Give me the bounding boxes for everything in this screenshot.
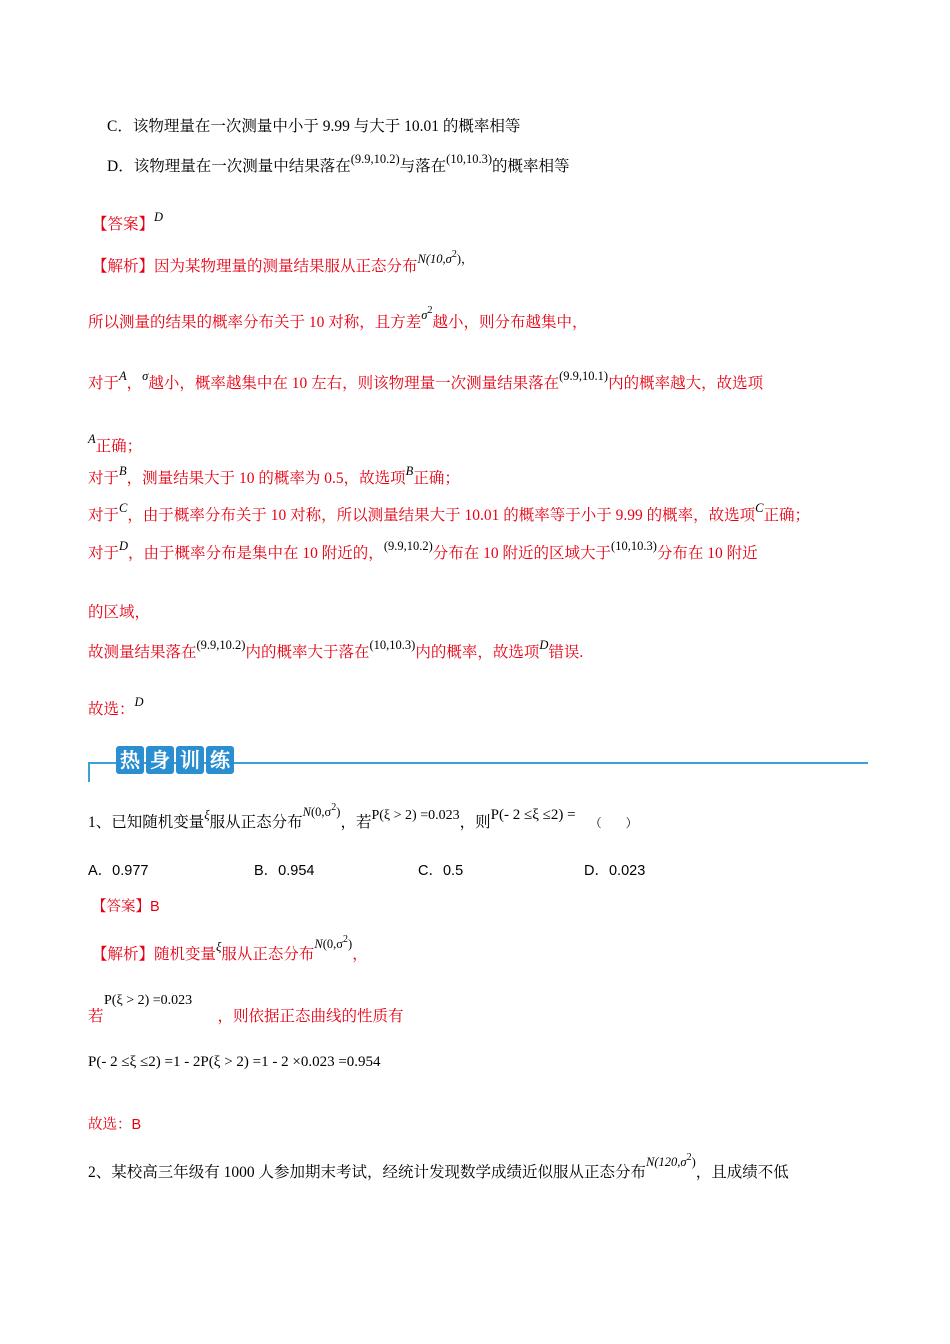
analysis-text: 对于 [88,507,120,524]
var-a: A [88,432,96,446]
analysis-line-5 [88,464,460,490]
banner-title [116,746,234,774]
analysis-line-9 [88,638,584,664]
math: )， [456,252,474,266]
answer-label: 【答案】 [92,216,155,233]
q1-text: 1、已知随机变量 [88,814,205,831]
math: (0,σ [310,805,332,819]
q1-condition: P(ξ > 2) =0.023 [371,808,460,823]
analysis-text: 分布在 10 附近的区域大于 [432,545,612,562]
analysis-text: ，由于概率分布关于 10 对称，所以测量结果大于 10.01 的概率等于小于 9.99 的概率，故选项 [127,507,756,524]
q1-dist [302,802,341,819]
option-d [107,152,570,178]
var-b: B [119,464,127,478]
option-d-text: 的概率相等 [492,158,570,175]
superscript: 2 [686,1152,692,1163]
banner-line-left [88,762,113,764]
section-banner [88,744,868,784]
interval: (9.9,10.2) [196,638,246,652]
xi: ξ [216,940,222,954]
analysis-line-6 [88,501,810,527]
banner-char: 身 [146,746,174,774]
choose-line [88,695,144,721]
analysis-text: 错误. [548,644,584,661]
analysis-text: 对于 [88,470,120,487]
q1-option-d: D．0.023 [584,863,646,879]
interval: (9.9,10.2) [383,539,433,553]
answer-line [92,210,164,236]
var-d: D [119,539,129,553]
math: ) [691,1155,696,1169]
q1-analysis-2 [88,1006,404,1028]
answer-value: D [154,210,164,224]
interval: (10,10.3) [446,152,492,166]
banner-char: 热 [116,746,144,774]
analysis-text: ， [352,946,368,963]
banner-char: 训 [176,746,204,774]
choose-value: D [134,695,144,709]
var-a: A [119,369,127,383]
superscript: 2 [343,934,349,945]
analysis-text: ，则依据正态曲线的性质有 [217,1008,404,1025]
q1-paren: （ ） [589,816,638,830]
analysis-text: 分布在 10 附近 [656,545,758,562]
superscript: 2 [451,249,457,260]
q1-option-c: C．0.5 [418,863,464,879]
interval: (9.9,10.2) [350,152,400,166]
banner-line-vertical [88,762,90,782]
option-d-text: 与落在 [399,158,447,175]
q1-text: 服从正态分布 [209,814,303,831]
analysis-text: 对于 [88,545,120,562]
banner-char: 练 [206,746,234,774]
analysis-label: 【解析】 [92,258,155,275]
analysis-text: 所以测量的结果的概率分布关于 10 对称，且方差 [88,314,422,331]
superscript: 2 [427,305,433,316]
math: ) [348,937,353,951]
q1-analysis-1 [92,934,368,968]
sigma: σ [421,308,428,322]
math: N(120,σ [646,1155,687,1169]
interval: (10,10.3) [611,539,657,553]
var-b: B [405,464,414,478]
analysis-text: 若 [88,1008,104,1025]
normal-dist [417,249,474,266]
q2-stem [88,1152,789,1186]
var-c: C [119,501,128,515]
math: (0,σ [322,937,344,951]
math: N [302,805,311,819]
analysis-text: 随机变量 [154,946,217,963]
q2-text: ，且成绩不低 [695,1164,789,1181]
q1-choose: 故选：B [88,1117,142,1133]
analysis-line-8: 的区域， [88,604,151,621]
analysis-text: ，由于概率分布是集中在 10 附近的， [128,545,384,562]
analysis-text: 正确； [413,470,460,487]
q1-calculation: P(- 2 ≤ξ ≤2) =1 - 2P(ξ > 2) =1 - 2 ×0.023 =0.954 [88,1054,381,1070]
xi: ξ [204,808,210,822]
analysis-line-3 [88,369,764,395]
option-d-text: D．该物理量在一次测量中结果落在 [107,158,351,175]
var-c: C [755,501,764,515]
analysis-label: 【解析】 [92,946,155,963]
analysis-text: 内的概率，故选项 [415,644,540,661]
q1-options [88,860,868,882]
analysis-line-4 [88,432,143,458]
q2-text: 2、某校高三年级有 1000 人参加期末考试，经统计发现数学成绩近似服从正态分布 [88,1164,647,1181]
q1-ask: P(- 2 ≤ξ ≤2) = [490,807,576,823]
q1-dist [314,934,353,951]
q2-dist [646,1152,696,1169]
analysis-text: 正确； [95,438,143,455]
analysis-text: ， [126,375,143,392]
math: N [314,937,323,951]
analysis-line-7 [88,539,758,565]
sigma: σ [142,369,149,383]
q1-answer: 【答案】B [92,899,160,915]
analysis-text: 越小，概率越集中在 10 左右，则该物理量一次测量结果落在 [148,375,560,392]
analysis-text: ，测量结果大于 10 的概率为 0.5，故选项 [126,470,406,487]
choose-label: 故选： [88,701,135,718]
option-c: C．该物理量在一次测量中小于 9.99 与大于 10.01 的概率相等 [107,118,521,135]
analysis-text: 正确； [763,507,810,524]
superscript: 2 [331,802,337,813]
q1-stem [88,802,638,836]
interval: (9.9,10.1) [559,369,609,383]
interval: (10,10.3) [369,638,416,652]
analysis-text: 越小，则分布越集中， [432,314,588,331]
var-d: D [539,638,549,652]
q1-text: ，则 [459,814,491,831]
analysis-text: 对于 [88,375,120,392]
analysis-text: 服从正态分布 [221,946,315,963]
math: ) [336,805,341,819]
analysis-line-2 [88,305,588,336]
analysis-text: 故测量结果落在 [88,644,197,661]
analysis-text: 因为某物理量的测量结果服从正态分布 [154,258,418,275]
analysis-text: 内的概率大于落在 [245,644,370,661]
q1-option-b: B．0.954 [254,863,315,879]
analysis-line-1 [92,249,474,280]
q1-option-a: A．0.977 [88,863,149,879]
analysis-text: 内的概率越大，故选项 [608,375,764,392]
q1-condition-display: P(ξ > 2) =0.023 [104,993,193,1008]
q1-text: ，若 [340,814,372,831]
math: N(10,σ [417,252,452,266]
